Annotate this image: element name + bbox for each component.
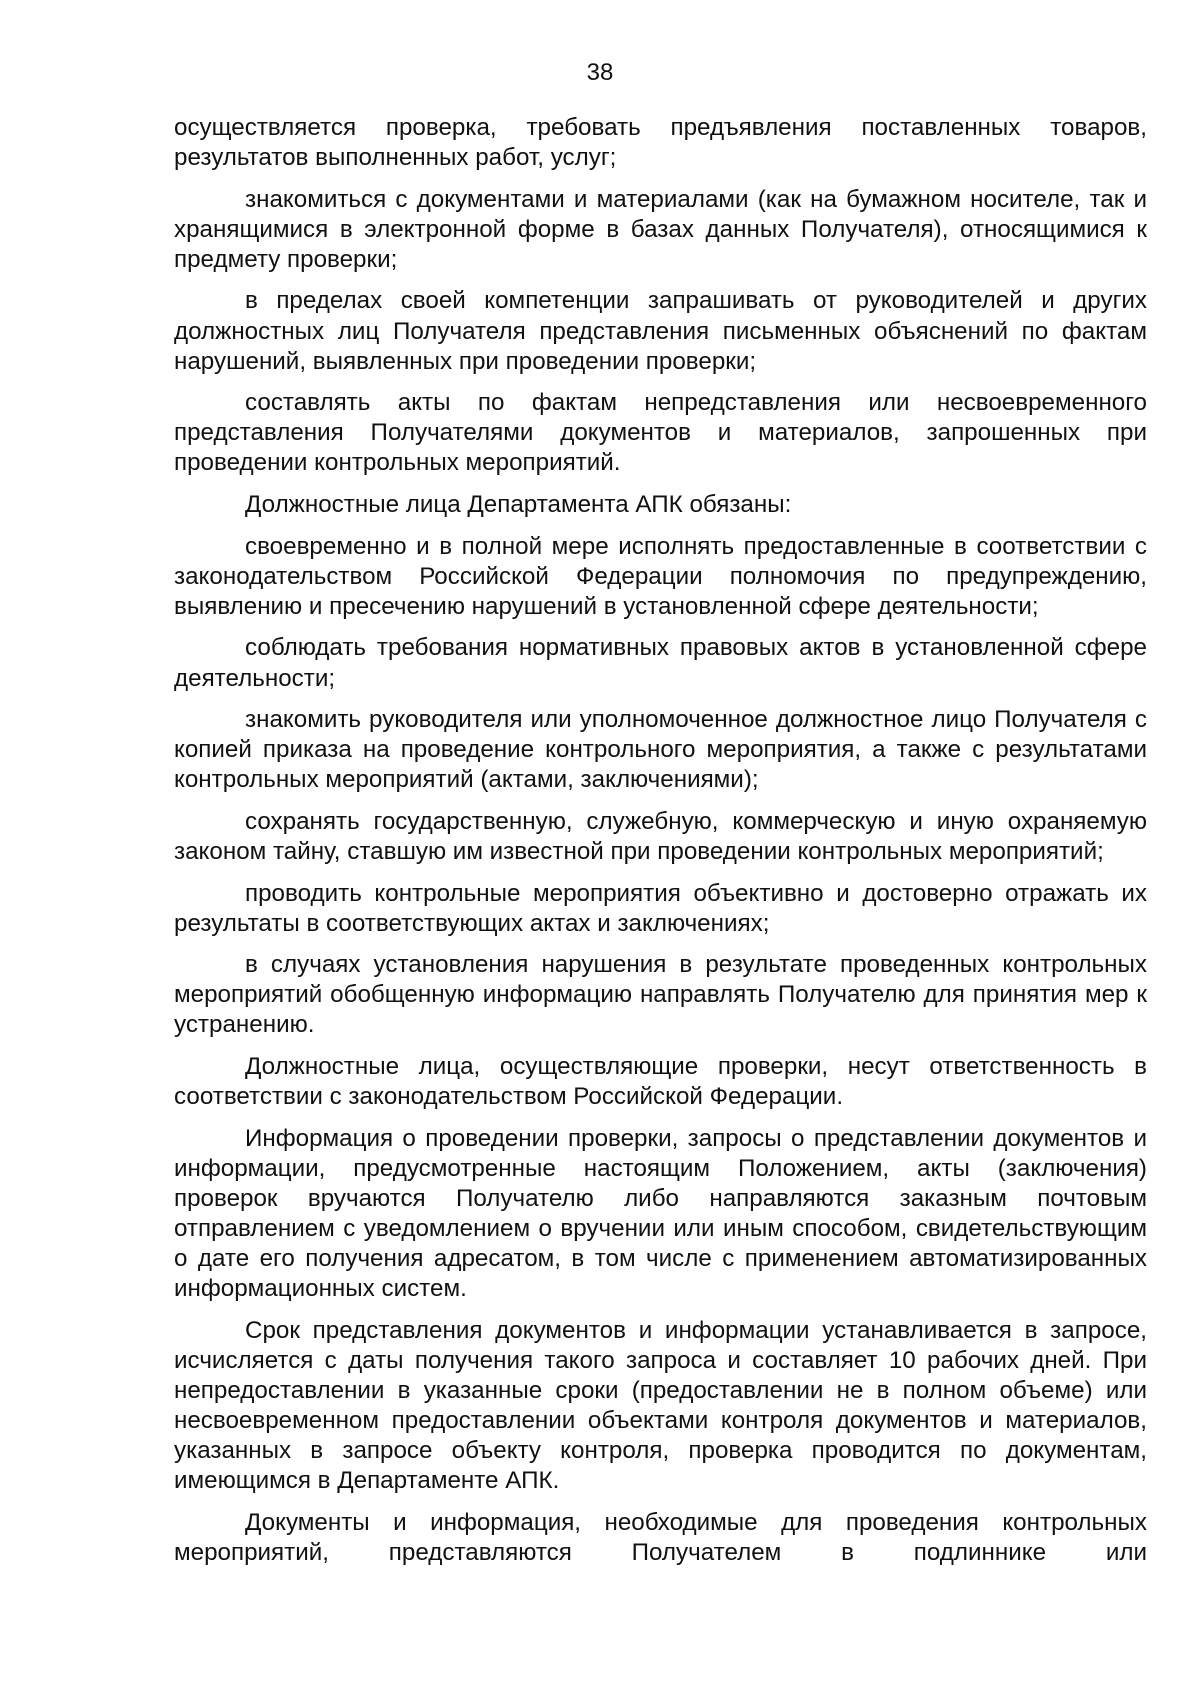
paragraph-8: знакомить руководителя или уполномоченное должностное лицо Получателя с копией приказа на проведение контрольного мероприятия, а также с результатами контрольных мероприятий (актами, заключениями); [174, 706, 1147, 794]
paragraph-4: составлять акты по фактам непредставления или несвоевременного представления Получателями документов и материалов, запрошенных при проведении контрольных мероприятий. [174, 389, 1147, 477]
paragraph-13: Информация о проведении проверки, запросы о представлении документов и информации, предусмотренные настоящим Положением, акты (заключения) проверок вручаются Получателю либо направляются заказным почтовым отправлением с уведомлением о вручении или иным способом, свидетельствующим о дате его получения адресатом, в том числе с применением автоматизированных информационных систем. [174, 1124, 1147, 1303]
document-body [174, 113, 1147, 1580]
paragraph-9: сохранять государственную, служебную, коммерческую и иную охраняемую законом тайну, ставшую им известной при проведении контрольных мероприятий; [174, 807, 1147, 865]
paragraph-5: Должностные лица Департамента АПК обязаны: [245, 491, 792, 519]
paragraph-10: проводить контрольные мероприятия объективно и достоверно отражать их результаты в соответствующих актах и заключениях; [174, 879, 1147, 937]
paragraph-15: Документы и информация, необходимые для проведения контрольных мероприятий, представляются Получателем в подлиннике или [174, 1508, 1147, 1566]
paragraph-12: Должностные лица, осуществляющие проверки, несут ответственность в соответствии с законодательством Российской Федерации. [174, 1053, 1147, 1111]
paragraph-6: своевременно и в полной мере исполнять предоставленные в соответствии с законодательством Российской Федерации полномочия по предупреждению, выявлению и пресечению нарушений в установленной сфере деятельности; [174, 532, 1147, 620]
page-number: 38 [586, 59, 614, 86]
paragraph-2: знакомиться с документами и материалами (как на бумажном носителе, так и хранящимися в электронной форме в базах данных Получателя), относящимися к предмету проверки; [174, 185, 1147, 273]
paragraph-14: Срок представления документов и информации устанавливается в запросе, исчисляется с даты получения такого запроса и составляет 10 рабочих дней. При непредоставлении в указанные сроки (предоставлении не в полном объеме) или несвоевременном предоставлении объектами контроля документов и материалов, указанных в запросе объекту контроля, проверка проводится по документам, имеющимся в Департаменте АПК. [174, 1316, 1147, 1495]
paragraph-3: в пределах своей компетенции запрашивать от руководителей и других должностных лиц Получателя представления письменных объяснений по фактам нарушений, выявленных при проведении проверки; [174, 287, 1147, 375]
paragraph-7: соблюдать требования нормативных правовых актов в установленной сфере деятельности; [174, 634, 1147, 692]
paragraph-1: осуществляется проверка, требовать предъявления поставленных товаров, результатов выполненных работ, услуг; [174, 114, 1147, 172]
paragraph-11: в случаях установления нарушения в результате проведенных контрольных мероприятий обобщенную информацию направлять Получателю для принятия мер к устранению. [174, 951, 1147, 1039]
